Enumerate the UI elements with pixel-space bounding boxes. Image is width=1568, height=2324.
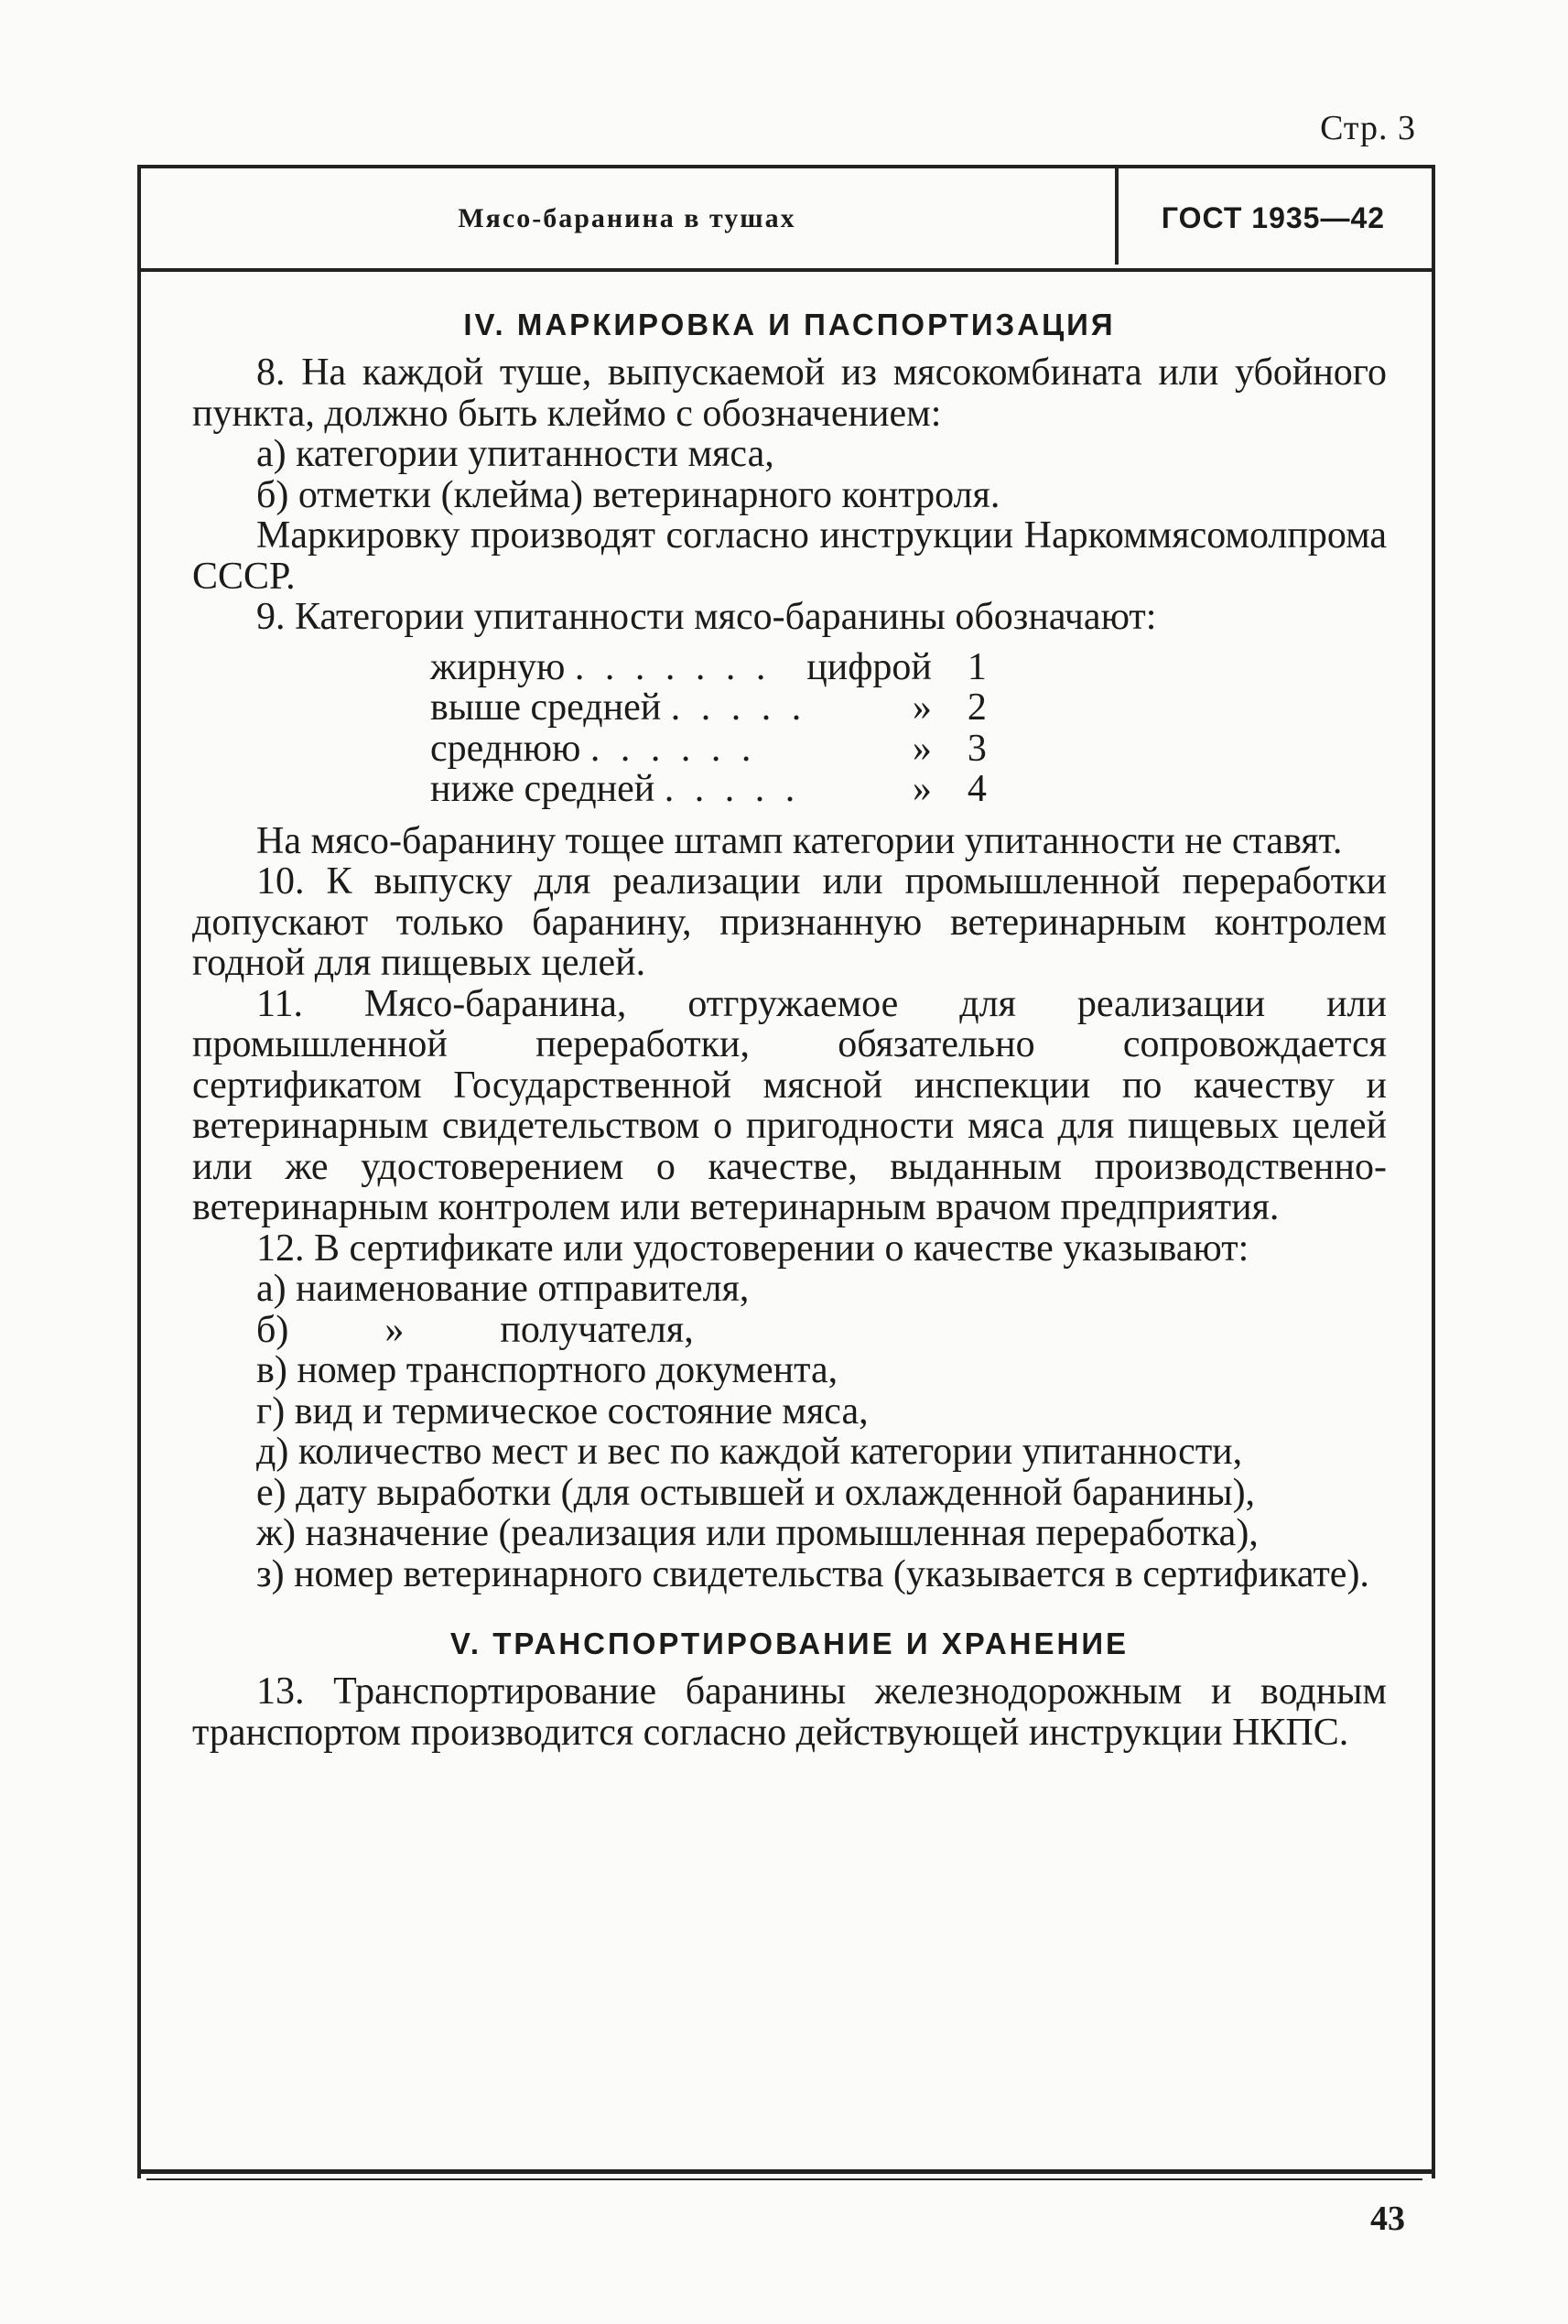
header-title: Мясо-баранина в тушах (458, 202, 796, 233)
list-item-12e: д) количество мест и вес по каждой категории упитанности, (256, 1431, 1243, 1473)
category-dots: . . . . . (664, 768, 801, 810)
category-row (430, 729, 987, 770)
list-item-12d: г) вид и термическое состояние мяса, (256, 1389, 869, 1432)
category-figure: » (912, 727, 932, 770)
category-figure: » (912, 686, 932, 729)
paragraph-13: 13. Транспортирование баранины железнодорожным и водным транспортом производится согласно действующей инструкции НКПС. (192, 1670, 1387, 1754)
category-row (430, 769, 987, 810)
category-number: 3 (967, 727, 987, 770)
paragraph-12: 12. В сертификате или удостоверении о качестве указывают: (256, 1227, 1249, 1270)
category-number: 4 (967, 768, 987, 810)
category-name: ниже средней (430, 768, 655, 810)
paragraph-9b: На мясо-баранину тощее штамп категории упитанности не ставят. (256, 819, 1343, 862)
paragraph-9: 9. Категории упитанности мясо-баранины обозначают: (256, 596, 1157, 638)
category-figure: » (912, 768, 932, 810)
document-body (192, 297, 1387, 1753)
category-row (430, 647, 987, 688)
category-name: выше средней (430, 686, 662, 729)
list-item-12b: б) » получателя, (256, 1308, 694, 1351)
paragraph-8a: а) категории упитанности мяса, (256, 433, 774, 475)
category-number: 2 (967, 686, 987, 729)
list-item-12h: з) номер ветеринарного свидетельства (указывается в сертификате). (256, 1552, 1369, 1595)
page-label-top: Стр. 3 (1320, 109, 1416, 147)
category-dots: . . . . . . . (574, 645, 772, 688)
category-dots: . . . . . . (589, 727, 757, 770)
header-rule (137, 268, 1432, 272)
paragraph-10: 10. К выпуску для реализации или промышленной переработки допускают только баранину, признанную ветеринарным контролем годной для пищевых целей. (192, 860, 1387, 984)
list-item-12a: а) наименование отправителя, (256, 1268, 750, 1310)
category-dots: . . . . . (670, 686, 807, 729)
category-name: среднюю (430, 727, 581, 770)
paragraph-8c: Маркировку производят согласно инструкции Наркоммясомолпрома СССР. (192, 514, 1387, 598)
list-item-12f: е) дату выработки (для остывшей и охлажденной баранины), (256, 1471, 1256, 1514)
category-row (430, 687, 987, 729)
paragraph-8: 8. На каждой туше, выпускаемой из мясокомбината или убойного пункта, должно быть клеймо с обозначением: (192, 351, 1387, 435)
category-number: 1 (967, 645, 987, 688)
section-5-title: V. ТРАНСПОРТИРОВАНИЕ И ХРАНЕНИЕ (449, 1627, 1130, 1660)
category-figure: цифрой (806, 645, 932, 688)
category-table (430, 647, 987, 810)
paragraph-8b: б) отметки (клейма) ветеринарного контроля. (256, 473, 1000, 516)
category-name: жирную (430, 645, 566, 688)
section-4-title: IV. МАРКИРОВКА И ПАСПОРТИЗАЦИЯ (463, 308, 1116, 341)
list-item-12g: ж) назначение (реализация или промышленная переработка), (256, 1512, 1259, 1554)
standard-number: ГОСТ 1935—42 (1161, 201, 1386, 234)
paragraph-11: 11. Мясо-баранина, отгружаемое для реализации или промышленной переработки, обязательно сопровождается сертификатом Государственной мясной инспекции по качеству и ветеринарным свидетельством о пригодности мяса для пищевых целей или же удостоверением о качестве, выданным производственно-ветеринарным контролем или ветеринарным врачом предприятия. (192, 982, 1387, 1228)
bottom-rule (137, 2169, 1432, 2174)
page-number: 43 (1370, 2200, 1405, 2238)
list-item-12c: в) номер транспортного документа, (256, 1349, 838, 1391)
bottom-rule-thin (146, 2178, 1422, 2180)
